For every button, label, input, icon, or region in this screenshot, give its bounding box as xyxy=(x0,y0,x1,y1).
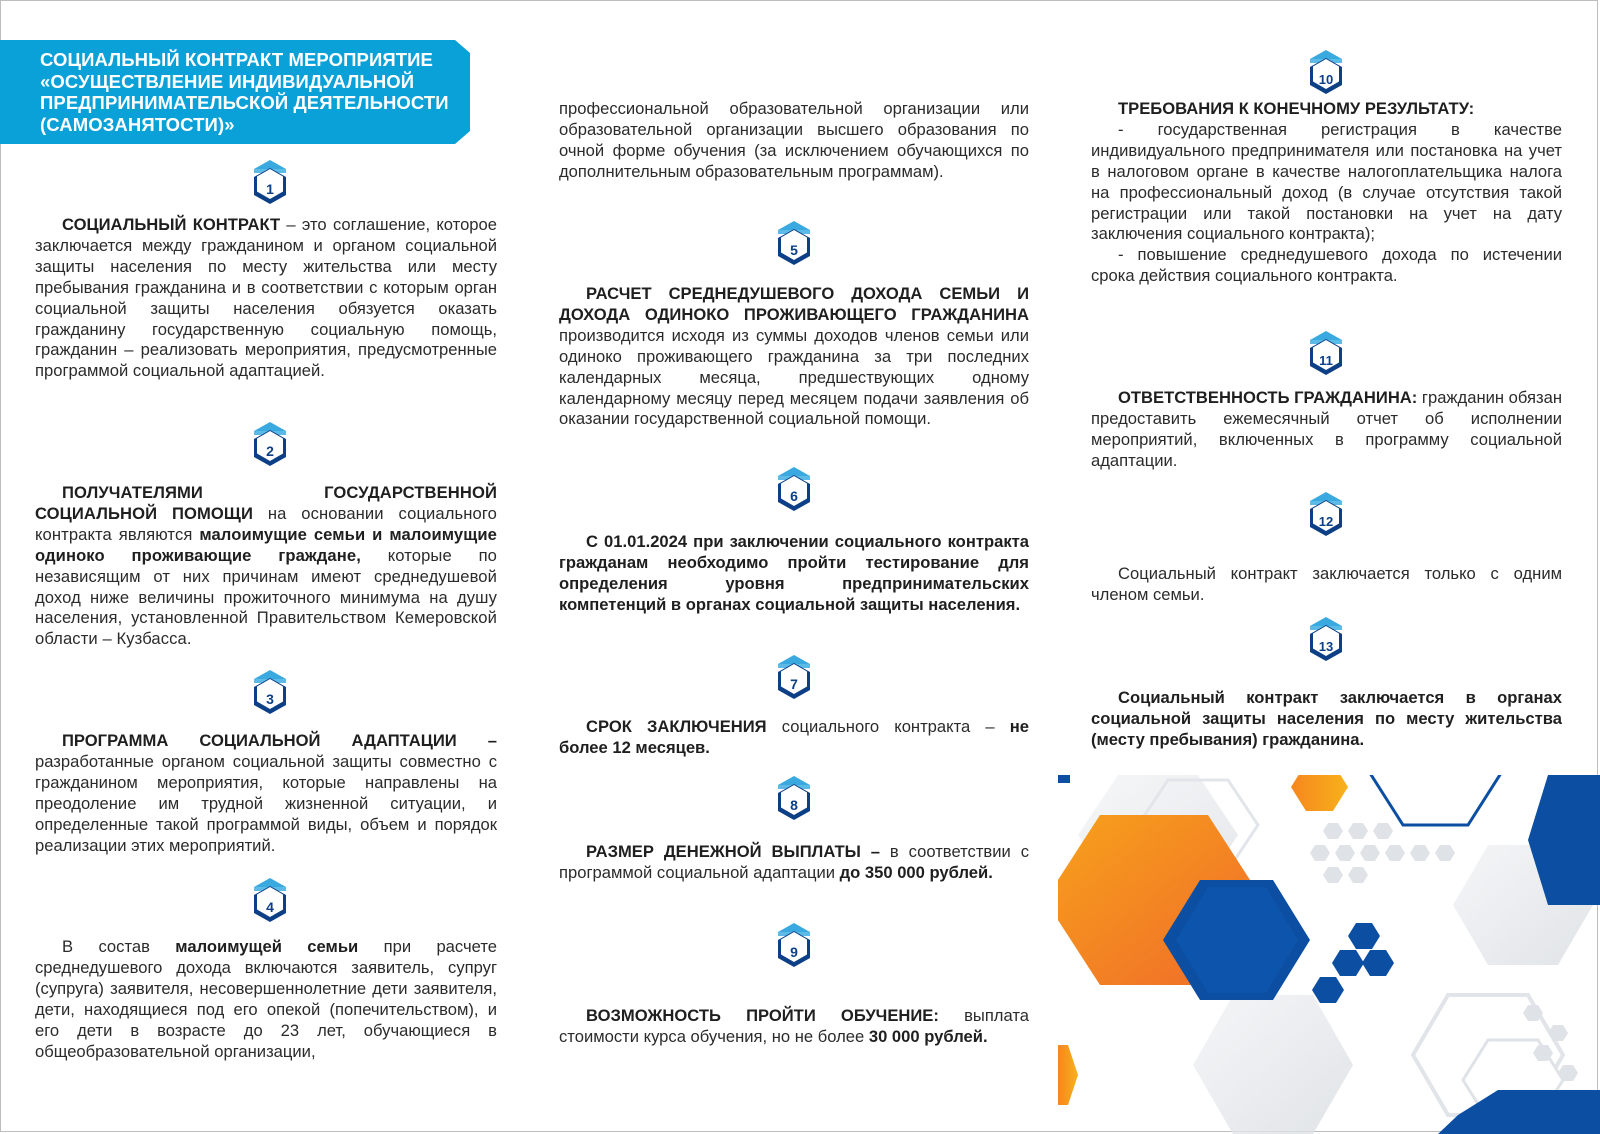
number-badge-4 xyxy=(250,876,290,924)
number-badge-1 xyxy=(250,158,290,206)
section-10 xyxy=(1091,99,1562,287)
section-10-item-1: - государственная регистрация в качестве индивидуального предпринимателя или постановка на учет в налоговом органе в качестве налогоплательщика налога на профессиональный доход (в случае отсутствия такой регистрации или такой постановки на учет на дату заключения социального контракта); xyxy=(1091,119,1562,244)
section-11 xyxy=(1091,388,1562,472)
badge-number: 10 xyxy=(1318,72,1334,87)
section-12-text: Социальный контракт заключается только с одним членом семьи. xyxy=(1091,564,1562,604)
section-11-text: гражданин обязан предоставить ежемесячный отчет об исполнении мероприятий, включенных в программу социальной адаптации. xyxy=(1091,388,1563,470)
badge-number: 13 xyxy=(1318,639,1334,654)
section-1-text: – это соглашение, которое заключается между гражданином и органом социальной защиты населения по месту жительства или месту пребывания гражданина и в соответствии с которым орган социальной защиты населения обязуется оказать гражданину государственную социальную помощь, гражданин – реализовать мероприятия, предусмотренные программой социальной адаптацией. xyxy=(35,215,497,381)
number-badge-11 xyxy=(1306,329,1346,377)
badge-number: 12 xyxy=(1318,514,1334,529)
badge-number: 1 xyxy=(266,181,274,197)
section-4-text-b: при расчете среднедушевого дохода включаются заявитель, супруг (супруга) заявителя, несовершеннолетние дети заявителя, дети, находящиеся под его опекой (попечительством), и его дети в возрасте до 23 лет, обучающиеся в общеобразовательной организации, xyxy=(35,937,497,1061)
section-8-tail: до 350 000 рублей. xyxy=(839,862,993,882)
number-badge-6 xyxy=(774,465,814,513)
badge-number: 3 xyxy=(266,691,274,707)
section-9-text: выплата стоимости курса обучения, но не более xyxy=(559,1006,1029,1046)
section-11-lead: ОТВЕТСТВЕННОСТЬ ГРАЖДАНИНА: xyxy=(1118,388,1418,407)
section-7 xyxy=(559,717,1029,759)
badge-number: 11 xyxy=(1319,353,1333,368)
section-12 xyxy=(1091,564,1562,606)
number-badge-10 xyxy=(1306,48,1346,96)
section-10-item-2: - повышение среднедушевого дохода по истечении срока действия социального контракта. xyxy=(1091,245,1562,286)
section-13 xyxy=(1091,688,1562,751)
number-badge-7 xyxy=(774,653,814,701)
section-5 xyxy=(559,284,1029,430)
section-8-lead: РАЗМЕР ДЕНЕЖНОЙ ВЫПЛАТЫ – xyxy=(586,842,880,861)
section-13-text: Социальный контракт заключается в органах социальной защиты населения по месту жительства (месту пребывания) гражданина. xyxy=(1091,688,1562,749)
section-8-text: в соответствии с программой социальной адаптации xyxy=(559,842,1029,882)
badge-number: 4 xyxy=(266,899,274,915)
number-badge-9 xyxy=(774,921,814,969)
number-badge-5 xyxy=(774,219,814,267)
section-9-tail: 30 000 рублей. xyxy=(868,1026,988,1046)
section-4-text-a: В состав xyxy=(62,937,176,956)
section-6 xyxy=(559,532,1029,616)
section-7-lead: СРОК ЗАКЛЮЧЕНИЯ xyxy=(586,717,767,736)
section-5-lead: РАСЧЕТ СРЕДНЕДУШЕВОГО ДОХОДА СЕМЬИ И ДОХОДА ОДИНОКО ПРОЖИВАЮЩЕГО ГРАЖДАНИНА xyxy=(559,284,1029,324)
section-7-text: социального контракта – xyxy=(766,717,1010,736)
section-4-continued xyxy=(559,99,1029,183)
section-6-text: С 01.01.2024 при заключении социального контракта гражданам необходимо пройти тестирование для определения уровня предпринимательских компетенций в органах социальной защиты населения. xyxy=(559,532,1029,614)
section-3 xyxy=(35,731,497,856)
section-2-lead: ПОЛУЧАТЕЛЯМИ ГОСУДАРСТВЕННОЙ СОЦИАЛЬНОЙ ПОМОЩИ xyxy=(35,483,497,523)
decorative-hexagon-pattern xyxy=(1058,775,1600,1134)
page-title: СОЦИАЛЬНЫЙ КОНТРАКТ МЕРОПРИЯТИЕ «ОСУЩЕСТВЛЕНИЕ ИНДИВИДУАЛЬНОЙ ПРЕДПРИНИМАТЕЛЬСКОЙ ДЕЯТЕЛЬНОСТИ (САМОЗАНЯТОСТИ)» xyxy=(40,49,449,135)
section-5-text: производится исходя из суммы доходов членов семьи или одиноко проживающего гражданина за три последних календарных месяца, предшествующих одному календарному месяцу перед месяцем подачи заявления об оказании государственной социальной помощи. xyxy=(559,325,1029,429)
badge-number: 6 xyxy=(790,488,798,504)
badge-number: 8 xyxy=(790,797,798,813)
section-9-lead: ВОЗМОЖНОСТЬ ПРОЙТИ ОБУЧЕНИЕ: xyxy=(586,1006,939,1025)
section-3-text: разработанные органом социальной защиты совместно с гражданином мероприятия, которые направлены на преодоление им трудной жизненной ситуации, и определенные такой программой виды, объем и порядок реализации этих мероприятий. xyxy=(35,751,497,855)
section-7-tail: не более 12 месяцев. xyxy=(559,717,1029,757)
badge-number: 2 xyxy=(266,443,274,459)
section-4-bold-mid: малоимущей семьи xyxy=(175,937,359,956)
section-2-bold-mid: малоимущие семьи и малоимущие одиноко проживающие граждане, xyxy=(35,524,497,565)
section-1-lead: СОЦИАЛЬНЫЙ КОНТРАКТ xyxy=(62,215,281,234)
number-badge-12 xyxy=(1306,490,1346,538)
badge-number: 7 xyxy=(790,676,798,692)
badge-number: 9 xyxy=(790,944,798,960)
section-9 xyxy=(559,1006,1029,1048)
number-badge-13 xyxy=(1306,615,1346,663)
section-4-continued-text: профессиональной образовательной организации или образовательной организации высшего образования по очной форме обучения (за исключением обучающихся по дополнительным образовательным программам). xyxy=(559,99,1029,181)
number-badge-3 xyxy=(250,668,290,716)
section-2 xyxy=(35,483,497,650)
section-4 xyxy=(35,937,497,1062)
number-badge-2 xyxy=(250,420,290,468)
section-8 xyxy=(559,842,1029,884)
section-1 xyxy=(35,215,497,382)
section-10-lead: ТРЕБОВАНИЯ К КОНЕЧНОМУ РЕЗУЛЬТАТУ: xyxy=(1118,99,1475,118)
section-3-lead: ПРОГРАММА СОЦИАЛЬНОЙ АДАПТАЦИИ – xyxy=(62,731,497,750)
section-2-text-b: которые по независящим от них причинам имеют среднедушевой доход ниже величины прожиточного минимума на душу населения, установленной Правительством Кемеровской области – Кузбасса. xyxy=(35,545,498,649)
number-badge-8 xyxy=(774,774,814,822)
section-2-text-a: на основании социального контракта являются xyxy=(35,503,497,544)
badge-number: 5 xyxy=(790,242,798,258)
